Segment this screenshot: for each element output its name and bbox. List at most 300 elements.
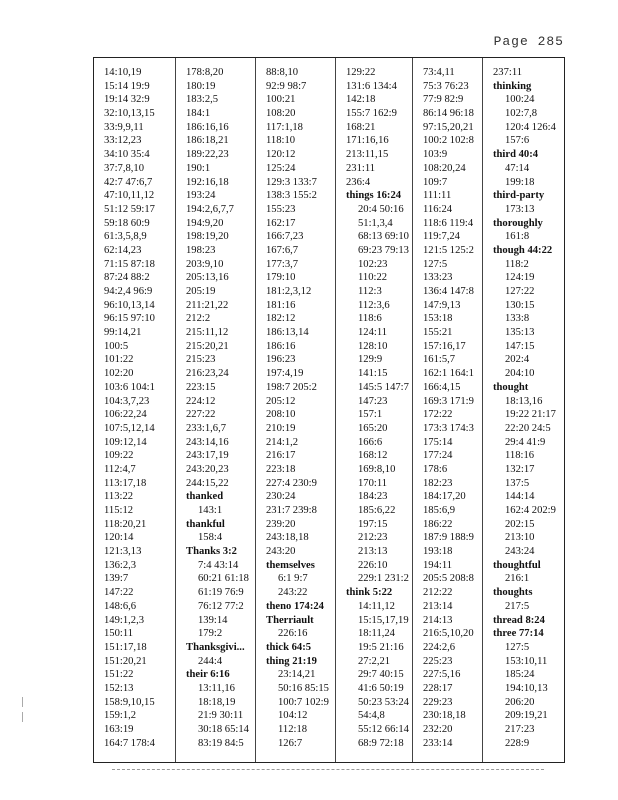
index-reference: 86:14 96:18 [423, 108, 474, 120]
index-reference: 75:3 76:23 [423, 80, 469, 92]
index-headword: three 77:14 [493, 628, 544, 640]
index-reference: 102:23 [358, 258, 388, 270]
index-reference: 50:23 53:24 [358, 696, 409, 708]
index-headword: theno 174:24 [266, 600, 324, 612]
index-reference: 180:19 [186, 80, 216, 92]
index-reference: 42:7 47:6,7 [104, 176, 153, 188]
index-headword: thing 21:19 [266, 655, 317, 667]
index-reference: 73:4,11 [423, 67, 455, 78]
index-reference: 124:19 [505, 272, 535, 284]
index-reference: 212:2 [186, 313, 211, 325]
index-reference: 233:1,6,7 [186, 422, 227, 434]
index-reference: 121:5 125:2 [423, 244, 474, 256]
index-reference: 164:7 178:4 [104, 737, 155, 749]
index-reference: 155:21 [423, 327, 453, 339]
index-headword: thread 8:24 [493, 614, 545, 626]
index-headword: themselves [266, 559, 315, 571]
index-reference: 96:15 97:10 [104, 313, 155, 325]
index-reference: 116:24 [423, 203, 453, 215]
index-reference: 99:14,21 [104, 327, 142, 339]
index-reference: 233:14 [423, 737, 453, 749]
index-reference: 155:23 [266, 203, 296, 215]
index-reference: 101:22 [104, 354, 134, 366]
index-reference: 244:15,22 [186, 477, 229, 489]
index-reference: 128:10 [358, 340, 388, 352]
index-reference: 112:3,6 [358, 299, 390, 311]
index-headword: Therriault [266, 614, 314, 626]
index-reference: 167:6,7 [266, 244, 299, 256]
index-reference: 150:11 [104, 628, 134, 640]
index-reference: 97:15,20,21 [423, 121, 474, 133]
index-reference: 171:16,16 [346, 135, 389, 147]
index-headword: their 6:16 [186, 669, 230, 681]
index-column-5 [413, 58, 483, 762]
index-reference: 229:23 [423, 696, 453, 708]
index-reference: 149:1,2,3 [104, 614, 145, 626]
index-reference: 104:3,7,23 [104, 395, 150, 407]
index-reference: 213:11,15 [346, 149, 389, 161]
index-reference: 34:10 35:4 [104, 149, 150, 161]
index-reference: 109:12,14 [104, 436, 147, 448]
index-reference: 127:22 [505, 286, 535, 297]
index-reference: 87:24 88:2 [104, 272, 150, 284]
index-reference: 121:3,13 [104, 546, 142, 558]
index-reference: 138:3 155:2 [266, 190, 317, 202]
index-reference: 227:5,16 [423, 669, 461, 681]
index-reference: 236:4 [346, 176, 371, 188]
index-reference: 197:4,19 [266, 368, 304, 380]
index-reference: 168:12 [358, 450, 388, 462]
index-reference: 127:5 [423, 258, 448, 270]
index-reference: 145:5 147:7 [358, 381, 409, 393]
index-reference: 202:4 [505, 354, 530, 366]
index-reference: 214:13 [423, 614, 453, 626]
index-reference: 100:2 102:8 [423, 135, 474, 147]
index-reference: 61:3,5,8,9 [104, 231, 147, 243]
index-reference: 169:8,10 [358, 463, 396, 475]
index-reference: 120:12 [266, 149, 296, 161]
index-reference: 129:3 133:7 [266, 176, 317, 188]
index-reference: 231:11 [346, 162, 376, 174]
index-reference: 225:23 [423, 655, 453, 667]
index-reference: 103:9 [423, 149, 448, 161]
index-reference: 153:10,11 [505, 655, 548, 667]
index-headword: Thanks 3:2 [186, 546, 237, 558]
index-reference: 232:20 [423, 724, 453, 735]
index-reference: 108:20,24 [423, 162, 466, 174]
index-reference: 61:19 76:9 [198, 587, 244, 599]
index-reference: 193:18 [423, 546, 453, 558]
index-reference: 143:1 [198, 505, 223, 516]
index-reference: 102:7,8 [505, 108, 538, 120]
index-reference: 103:6 104:1 [104, 381, 155, 393]
index-reference: 112:3 [358, 286, 382, 297]
index-reference: 197:15 [358, 518, 388, 530]
index-reference: 228:17 [423, 682, 453, 694]
index-reference: 153:18 [423, 313, 453, 325]
index-reference: 77:9 82:9 [423, 94, 464, 106]
index-reference: 161:5,7 [423, 354, 456, 366]
index-reference: 29:7 40:15 [358, 669, 404, 681]
index-reference: 212:23 [358, 532, 388, 544]
index-reference: 136:4 147:8 [423, 286, 474, 297]
index-reference: 205:19 [186, 286, 216, 297]
index-reference: 203:9,10 [186, 258, 224, 270]
index-reference: 120:4 126:4 [505, 121, 556, 133]
index-reference: 118:16 [505, 450, 535, 462]
index-reference: 51:1,3,4 [358, 217, 393, 229]
index-reference: 76:12 77:2 [198, 600, 244, 612]
index-reference: 14:10,19 [104, 67, 142, 78]
index-reference: 15:14 19:9 [104, 80, 150, 92]
index-reference: 182:23 [423, 477, 453, 489]
index-reference: 243:20,23 [186, 463, 229, 475]
index-reference: 18:11,24 [358, 628, 395, 640]
index-reference: 102:20 [104, 368, 134, 380]
index-reference: 243:18,18 [266, 532, 309, 544]
index-reference: 113:22 [104, 491, 134, 503]
index-reference: 243:22 [278, 587, 308, 599]
index-reference: 96:10,13,14 [104, 299, 155, 311]
index-reference: 100:7 102:9 [278, 696, 329, 708]
index-reference: 168:21 [346, 121, 376, 133]
index-reference: 239:20 [266, 518, 296, 530]
index-column-4 [336, 58, 413, 762]
index-reference: 186:16,16 [186, 121, 229, 133]
margin-mark [22, 697, 27, 707]
index-reference: 62:14,23 [104, 244, 142, 256]
index-reference: 117:1,18 [266, 121, 303, 133]
index-reference: 69:23 79:13 [358, 244, 409, 256]
index-reference: 131:6 134:4 [346, 80, 397, 92]
index-reference: 139:14 [198, 614, 228, 626]
index-reference: 193:24 [186, 190, 216, 202]
index-headword: thick 64:5 [266, 641, 312, 653]
index-reference: 126:7 [278, 737, 303, 749]
index-reference: 104:12 [278, 710, 308, 722]
index-reference: 30:18 65:14 [198, 724, 249, 735]
index-reference: 158:4 [198, 532, 223, 544]
index-reference: 119:7,24 [423, 231, 460, 243]
index-reference: 162:1 164:1 [423, 368, 474, 380]
index-reference: 60:21 61:18 [198, 573, 249, 585]
index-reference: 177:24 [423, 450, 453, 462]
index-reference: 215:20,21 [186, 340, 229, 352]
index-reference: 59:18 60:9 [104, 217, 150, 229]
index-reference: 194:2,6,7,7 [186, 203, 234, 215]
index-reference: 118:20,21 [104, 518, 147, 530]
index-reference: 178:6 [423, 463, 448, 475]
index-reference: 127:5 [505, 641, 530, 653]
index-reference: 159:1,2 [104, 710, 137, 722]
index-reference: 213:13 [358, 546, 388, 558]
index-reference: 18:18,19 [198, 696, 236, 708]
index-reference: 196:23 [266, 354, 296, 366]
index-reference: 230:18,18 [423, 710, 466, 722]
index-reference: 136:2,3 [104, 559, 137, 571]
index-reference: 198:23 [186, 244, 216, 256]
index-reference: 213:10 [505, 532, 535, 544]
index-reference: 169:3 171:9 [423, 395, 474, 407]
index-reference: 184:17,20 [423, 491, 466, 503]
index-reference: 210:19 [266, 422, 296, 434]
index-reference: 147:9,13 [423, 299, 461, 311]
index-reference: 162:17 [266, 217, 296, 229]
index-reference: 157:16,17 [423, 340, 466, 352]
word-index-table [93, 57, 565, 763]
index-reference: 231:7 239:8 [266, 505, 317, 516]
index-reference: 47:10,11,12 [104, 190, 155, 202]
index-reference: 147:22 [104, 587, 134, 599]
index-reference: 226:10 [358, 559, 388, 571]
index-headword: thinking [493, 80, 532, 92]
index-reference: 172:22 [423, 409, 453, 421]
index-reference: 230:24 [266, 491, 296, 503]
index-reference: 157:1 [358, 409, 383, 421]
index-reference: 152:13 [104, 682, 134, 694]
index-reference: 166:6 [358, 436, 383, 448]
index-reference: 227:4 230:9 [266, 477, 317, 489]
index-reference: 243:24 [505, 546, 535, 558]
index-reference: 147:23 [358, 395, 388, 407]
index-reference: 14:11,12 [358, 600, 395, 612]
index-reference: 215:11,12 [186, 327, 229, 339]
index-reference: 106:22,24 [104, 409, 147, 421]
index-reference: 184:23 [358, 491, 388, 503]
index-reference: 20:4 50:16 [358, 203, 404, 215]
index-reference: 151:22 [104, 669, 134, 681]
index-reference: 161:8 [505, 231, 530, 243]
index-reference: 194:11 [423, 559, 453, 571]
index-reference: 148:6,6 [104, 600, 137, 612]
index-reference: 208:10 [266, 409, 296, 421]
index-reference: 88:8,10 [266, 67, 299, 78]
index-reference: 110:22 [358, 272, 388, 284]
index-reference: 186:13,14 [266, 327, 309, 339]
index-column-3 [256, 58, 336, 762]
index-reference: 15:15,17,19 [358, 614, 409, 626]
index-reference: 147:15 [505, 340, 535, 352]
margin-mark [22, 712, 27, 722]
index-reference: 165:20 [358, 422, 388, 434]
page-number: Page 285 [493, 34, 564, 49]
index-reference: 166:7,23 [266, 231, 304, 243]
index-reference: 205:13,16 [186, 272, 229, 284]
index-reference: 194:9,20 [186, 217, 224, 229]
index-reference: 216:23,24 [186, 368, 229, 380]
index-reference: 41:6 50:19 [358, 682, 404, 694]
index-reference: 27:2,21 [358, 655, 391, 667]
index-reference: 83:19 84:5 [198, 737, 244, 749]
index-reference: 13:11,16 [198, 682, 235, 694]
index-reference: 202:15 [505, 518, 535, 530]
index-reference: 187:9 188:9 [423, 532, 474, 544]
index-reference: 186:16 [266, 340, 296, 352]
index-reference: 47:14 [505, 162, 530, 174]
index-reference: 189:22,23 [186, 149, 229, 161]
index-reference: 244:4 [198, 655, 223, 667]
index-reference: 51:12 59:17 [104, 203, 155, 215]
index-reference: 163:19 [104, 724, 134, 735]
index-reference: 212:22 [423, 587, 453, 599]
index-reference: 71:15 87:18 [104, 258, 155, 270]
index-reference: 226:16 [278, 628, 308, 640]
index-reference: 185:24 [505, 669, 535, 681]
index-headword: thankful [186, 518, 225, 530]
footer-rule [112, 769, 544, 770]
index-reference: 137:5 [505, 477, 530, 489]
index-headword: thought [493, 381, 529, 393]
index-reference: 211:21,22 [186, 299, 229, 311]
index-reference: 194:10,13 [505, 682, 548, 694]
index-headword: thoroughly [493, 217, 543, 229]
index-column-6 [483, 58, 564, 762]
index-reference: 50:16 85:15 [278, 682, 329, 694]
index-reference: 177:3,7 [266, 258, 299, 270]
index-reference: 113:17,18 [104, 477, 147, 489]
index-headword: things 16:24 [346, 190, 402, 202]
index-reference: 186:22 [423, 518, 453, 530]
index-reference: 68:9 72:18 [358, 737, 404, 749]
index-headword: thoughtful [493, 559, 541, 571]
index-headword: third-party [493, 190, 545, 202]
index-reference: 243:20 [266, 546, 296, 558]
index-reference: 190:1 [186, 162, 211, 174]
index-reference: 23:14,21 [278, 669, 316, 681]
index-reference: 216:1 [505, 573, 530, 585]
index-reference: 216:5,10,20 [423, 628, 474, 640]
index-reference: 68:13 69:10 [358, 231, 409, 243]
index-reference: 7:4 43:14 [198, 559, 239, 571]
index-reference: 162:4 202:9 [505, 505, 556, 516]
index-headword: third 40:4 [493, 149, 539, 161]
index-reference: 55:12 66:14 [358, 724, 409, 735]
index-reference: 181:2,3,12 [266, 286, 312, 297]
index-reference: 199:18 [505, 176, 535, 188]
index-reference: 216:17 [266, 450, 296, 462]
index-headword: thoughts [493, 587, 533, 599]
index-headword: Thanksgivi... [186, 641, 245, 653]
index-reference: 179:2 [198, 628, 223, 640]
index-reference: 132:17 [505, 463, 535, 475]
index-reference: 142:18 [346, 94, 376, 106]
index-reference: 144:14 [505, 491, 535, 503]
index-reference: 130:15 [505, 299, 535, 311]
index-reference: 173:3 174:3 [423, 422, 474, 434]
index-reference: 139:7 [104, 573, 129, 585]
index-reference: 151:20,21 [104, 655, 147, 667]
index-reference: 173:13 [505, 203, 535, 215]
index-reference: 185:6,9 [423, 505, 456, 516]
index-reference: 115:12 [104, 505, 134, 516]
index-reference: 170:11 [358, 477, 388, 489]
index-reference: 109:22 [104, 450, 134, 462]
index-reference: 204:10 [505, 368, 535, 380]
index-reference: 223:15 [186, 381, 216, 393]
index-reference: 54:4,8 [358, 710, 385, 722]
index-reference: 155:7 162:9 [346, 108, 397, 120]
index-reference: 133:23 [423, 272, 453, 284]
index-reference: 237:11 [493, 67, 523, 78]
index-headword: think 5:22 [346, 587, 393, 599]
index-reference: 151:17,18 [104, 641, 147, 653]
index-reference: 19:5 21:16 [358, 641, 404, 653]
index-reference: 109:7 [423, 176, 448, 188]
index-reference: 129:22 [346, 67, 376, 78]
index-reference: 185:6,22 [358, 505, 396, 516]
index-reference: 120:14 [104, 532, 134, 544]
index-reference: 108:20 [266, 108, 296, 120]
index-column-1 [94, 58, 176, 762]
index-reference: 18:13,16 [505, 395, 543, 407]
index-reference: 178:8,20 [186, 67, 224, 78]
index-reference: 33:12,23 [104, 135, 142, 147]
index-reference: 118:2 [505, 258, 529, 270]
index-reference: 205:5 208:8 [423, 573, 474, 585]
index-reference: 175:14 [423, 436, 453, 448]
index-reference: 213:14 [423, 600, 453, 612]
index-reference: 215:23 [186, 354, 216, 366]
index-reference: 158:9,10,15 [104, 696, 155, 708]
index-reference: 186:18,21 [186, 135, 229, 147]
index-reference: 198:19,20 [186, 231, 229, 243]
index-headword: though 44:22 [493, 244, 553, 256]
index-reference: 129:9 [358, 354, 383, 366]
index-reference: 179:10 [266, 272, 296, 284]
index-reference: 112:18 [278, 724, 308, 735]
index-reference: 217:5 [505, 600, 530, 612]
index-reference: 183:2,5 [186, 94, 219, 106]
index-reference: 217:23 [505, 724, 535, 735]
index-reference: 243:17,19 [186, 450, 229, 462]
index-reference: 19:14 32:9 [104, 94, 150, 106]
index-reference: 227:22 [186, 409, 216, 421]
index-reference: 229:1 231:2 [358, 573, 409, 585]
index-reference: 100:21 [266, 94, 296, 106]
index-reference: 223:18 [266, 463, 296, 475]
index-reference: 124:11 [358, 327, 388, 339]
index-reference: 228:9 [505, 737, 530, 749]
index-reference: 118:10 [266, 135, 296, 147]
index-reference: 125:24 [266, 162, 296, 174]
index-reference: 118:6 [358, 313, 382, 325]
index-reference: 192:16,18 [186, 176, 229, 188]
index-reference: 112:4,7 [104, 463, 136, 475]
index-column-2 [176, 58, 256, 762]
index-reference: 133:8 [505, 313, 530, 325]
index-reference: 118:6 119:4 [423, 217, 474, 229]
index-reference: 22:20 24:5 [505, 422, 551, 434]
index-reference: 111:11 [423, 190, 452, 202]
index-reference: 157:6 [505, 135, 530, 147]
index-reference: 94:2,4 96:9 [104, 286, 153, 297]
index-reference: 141:15 [358, 368, 388, 380]
index-reference: 206:20 [505, 696, 535, 708]
index-reference: 32:10,13,15 [104, 108, 155, 120]
index-reference: 198:7 205:2 [266, 381, 317, 393]
index-reference: 214:1,2 [266, 436, 299, 448]
index-reference: 224:12 [186, 395, 216, 407]
index-reference: 243:14,16 [186, 436, 229, 448]
index-reference: 19:22 21:17 [505, 409, 556, 421]
index-reference: 205:12 [266, 395, 296, 407]
index-reference: 29:4 41:9 [505, 436, 546, 448]
index-reference: 100:5 [104, 340, 129, 352]
index-reference: 100:24 [505, 94, 535, 106]
index-reference: 92:9 98:7 [266, 80, 307, 92]
index-reference: 21:9 30:11 [198, 710, 244, 722]
index-reference: 224:2,6 [423, 641, 456, 653]
